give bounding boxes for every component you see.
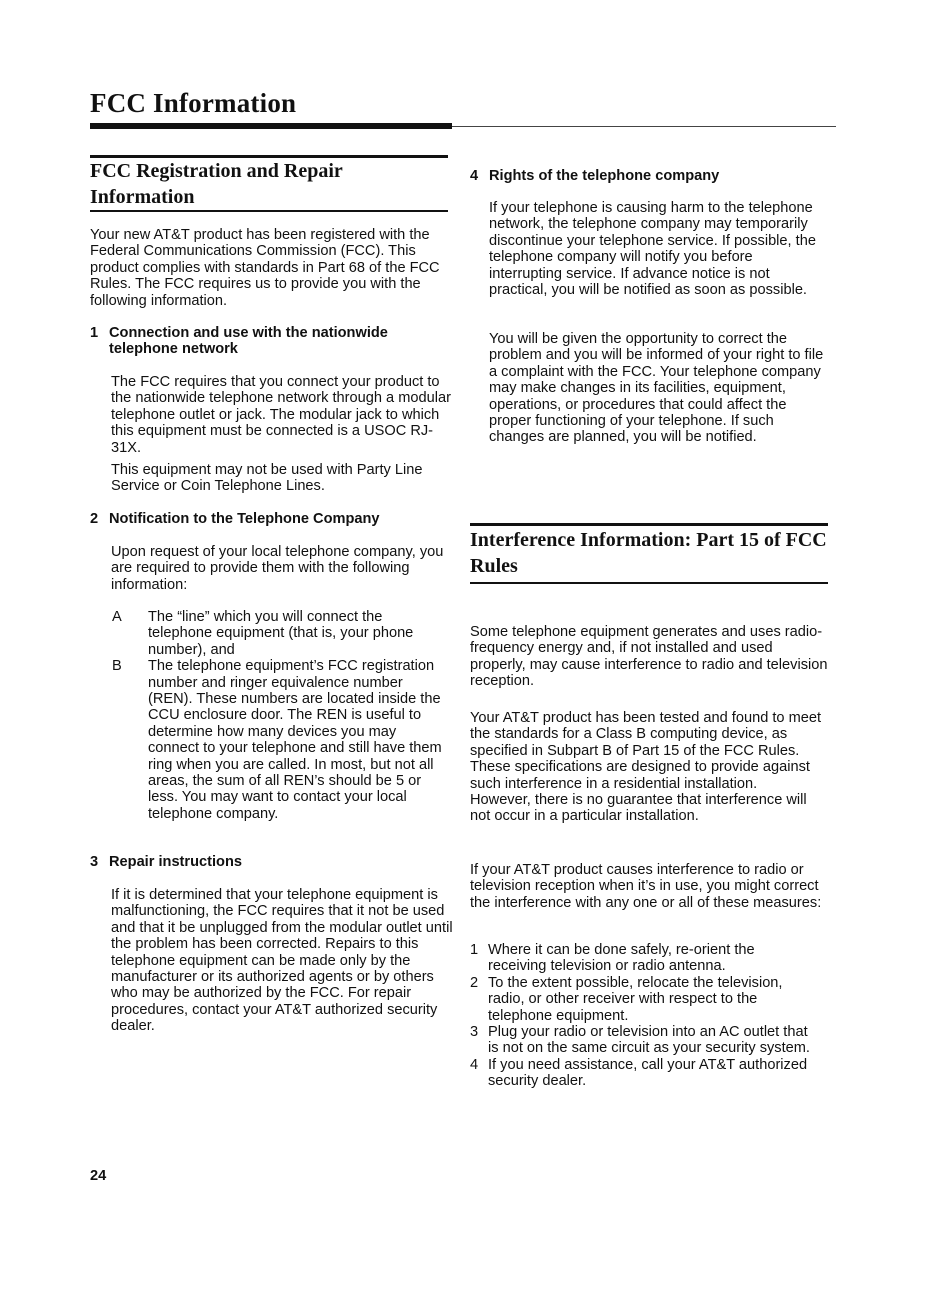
interference-paragraph-2: Your AT&T product has been tested and found to meet the standards for a Class B computing device, as specified in Subpart B of Part 15 of the FCC Rules. These specifications are designed to provide against such interference in a residential installation. However, there is no guarantee that interference will not occur in a particular installation. xyxy=(470,710,822,825)
list-item xyxy=(470,942,816,975)
page-title: FCC Information xyxy=(90,88,297,118)
list-number: 2 xyxy=(470,974,479,991)
list-text: To the extent possible, relocate the television, radio, or other receiver with respect to the telephone equipment. xyxy=(488,974,783,1024)
list-marker: B xyxy=(112,658,122,675)
subsection-number: 3 xyxy=(90,854,99,870)
rights-paragraph-2: You will be given the opportunity to correct the problem and you will be informed of your right to file a complaint with the FCC. Your telephone company may make changes in its facilities, equipment, operations, or procedures that could affect the proper functioning of your telephone. If such changes are planned, you will be notified. xyxy=(489,331,824,446)
list-marker: A xyxy=(112,609,122,625)
list-item xyxy=(112,609,446,658)
intro-paragraph: Your new AT&T product has been registered with the Federal Communications Commission (FCC). This product complies with standards in Part 68 of the FCC Rules. The FCC requires us to provide you with the following information. xyxy=(90,227,440,309)
list-item xyxy=(470,975,816,1024)
list-item xyxy=(470,1024,816,1057)
list-item xyxy=(112,658,446,822)
notification-list xyxy=(112,609,446,822)
rights-paragraph-1: If your telephone is causing harm to the telephone network, the telephone company may temporarily discontinue your telephone service. If possible, the telephone company will notify you before interrupting service. If advance notice is not practical, you will be notified as soon as possible. xyxy=(489,200,816,299)
subsection-title: Rights of the telephone company xyxy=(489,168,720,184)
title-rule-thin xyxy=(452,126,836,127)
subsection-heading xyxy=(90,325,430,358)
subsection-title: Notification to the Telephone Company xyxy=(109,511,380,527)
subsection-number: 4 xyxy=(470,168,479,184)
subsection-number: 1 xyxy=(90,325,99,341)
subsection-number: 2 xyxy=(90,511,99,527)
section-heading-registration: FCC Registration and Repair Information xyxy=(90,160,343,208)
list-text: Where it can be done safely, re-orient the receiving television or radio antenna. xyxy=(488,942,755,975)
section-rule-bottom xyxy=(470,582,828,584)
list-text: The telephone equipment’s FCC registration number and ringer equivalence number (REN). These numbers are located inside the CCU enclosure door. The REN is useful to determine how many devices you may connect to your telephone and still have them ring when you are called. In most, but not all areas, the sum of all REN’s should be 5 or less. You may want to contact your local telephone company. xyxy=(148,658,442,822)
list-item xyxy=(470,1057,816,1090)
section-rule-top xyxy=(470,523,828,526)
title-rule xyxy=(90,123,452,129)
subsection-title: Repair instructions xyxy=(109,854,242,870)
subsection-notification xyxy=(90,511,450,527)
subsection-heading xyxy=(90,511,450,527)
list-text: Plug your radio or television into an AC outlet that is not on the same circuit as your security system. xyxy=(488,1024,810,1057)
list-number: 4 xyxy=(470,1056,479,1073)
section-heading-interference: Interference Information: Part 15 of FCC Rules xyxy=(470,529,827,577)
notification-paragraph: Upon request of your local telephone company, you are required to provide them with the following information: xyxy=(111,544,444,593)
subsection-title: Connection and use with the nationwide telephone network xyxy=(109,325,388,358)
list-number: 1 xyxy=(470,942,479,958)
subsection-repair xyxy=(90,854,450,870)
page-number: 24 xyxy=(90,1168,107,1184)
list-number: 3 xyxy=(470,1024,479,1041)
measures-list xyxy=(470,942,816,1090)
interference-paragraph-1: Some telephone equipment generates and uses radio-frequency energy and, if not installed and used properly, may cause interference to radio and television reception. xyxy=(470,624,828,690)
subsection-connection xyxy=(90,325,430,358)
list-text: If you need assistance, call your AT&T authorized security dealer. xyxy=(488,1056,808,1090)
repair-paragraph: If it is determined that your telephone equipment is malfunctioning, the FCC requires that it not be used and that it be unplugged from the modular outlet until the problem has been corrected. Repairs to this telephone equipment can be made only by the manufacturer or its authorized agents or by others who may be authorized by the FCC. For repair procedures, contact your AT&T authorized security dealer. xyxy=(111,887,453,1035)
subsection-heading xyxy=(470,168,830,184)
section-rule-bottom xyxy=(90,210,448,212)
list-text: The “line” which you will connect the telephone equipment (that is, your phone number), and xyxy=(148,609,414,658)
subsection-rights xyxy=(470,168,830,184)
interference-paragraph-3: If your AT&T product causes interference to radio or television reception when it’s in use, you might correct the interference with any one or all of these measures: xyxy=(470,862,822,911)
subsection-heading xyxy=(90,854,450,870)
connection-paragraph-1: The FCC requires that you connect your product to the nationwide telephone network through a modular telephone outlet or jack. The modular jack to which this equipment must be connected is a USOC RJ-31X. xyxy=(111,374,451,456)
connection-paragraph-2: This equipment may not be used with Party Line Service or Coin Telephone Lines. xyxy=(111,462,423,495)
